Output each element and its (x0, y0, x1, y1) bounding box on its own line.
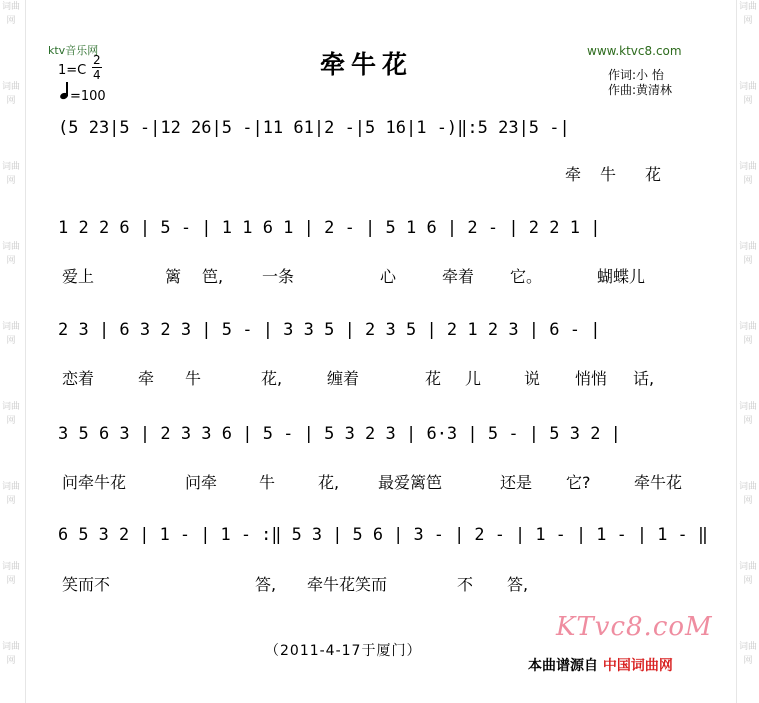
lyric-word: 问牵 (185, 473, 218, 492)
watermark-text: 词曲网 (1, 242, 20, 266)
left-watermark-strip (0, 0, 22, 703)
tempo-value: =100 (70, 89, 106, 104)
lyric-word: 牛 (600, 165, 617, 184)
watermark-text: 词曲网 (738, 2, 757, 26)
lyric-word: 篱 (165, 267, 182, 286)
lyric-word: 悄悄 (575, 369, 608, 388)
ktvc8-logo: KTvc8.coM (556, 612, 713, 642)
source-prefix: 本曲谱源自 (528, 658, 598, 674)
lyric-word: 心 (380, 267, 397, 286)
composition-date: （2011-4-17于厦门） (265, 643, 422, 659)
lyric-word: 牵牛花 (634, 473, 683, 492)
lyric-word: 牵着 (442, 267, 475, 286)
watermark-text: 词曲网 (738, 322, 757, 346)
tempo-marking (58, 88, 106, 104)
lyric-word: 它。 (510, 267, 543, 286)
lyric-word: 答, (255, 575, 277, 594)
lyric-word: 缠着 (327, 369, 360, 388)
watermark-text: 词曲网 (1, 322, 20, 346)
site-url: www.ktvc8.com (587, 44, 682, 58)
lyric-word: 花, (261, 369, 283, 388)
brand-label: ktv音乐网 (48, 44, 99, 57)
lyric-word: 牵 (138, 369, 155, 388)
watermark-text: 词曲网 (738, 402, 757, 426)
source-site: 中国词曲网 (602, 658, 673, 674)
lyric-word: 它? (566, 473, 591, 492)
watermark-text: 词曲网 (1, 562, 20, 586)
time-signature (92, 53, 102, 82)
watermark-text: 词曲网 (738, 642, 757, 666)
lyric-word: 说 (524, 369, 541, 388)
notation-line: 2 3 | 6 3 2 3 | 5 - | 3 3 5 | 2 3 5 | 2 1 2 3 | 6 - | (58, 320, 601, 340)
lyric-word: 一条 (262, 267, 295, 286)
score-sheet (25, 0, 737, 703)
lyric-word: 恋着 (62, 369, 95, 388)
lyric-word: 笑而不 (62, 575, 111, 594)
lyric-word: 话, (633, 369, 655, 388)
lyric-word: 答, (507, 575, 529, 594)
watermark-text: 词曲网 (1, 162, 20, 186)
lyric-word: 最爱篱笆 (378, 473, 443, 492)
watermark-text: 词曲网 (1, 82, 20, 106)
lyric-word: 牛 (259, 473, 276, 492)
watermark-text: 词曲网 (1, 482, 20, 506)
notation-line: (5 23|5 -|12 26|5 -|11 61|2 -|5 16|1 -)‖:5 23|5 -| (58, 118, 570, 138)
meter-top: 2 (93, 53, 101, 67)
watermark-text: 词曲网 (738, 242, 757, 266)
meter-bottom: 4 (93, 68, 101, 82)
lyric-word: 笆, (202, 267, 224, 286)
lyric-word: 蝴蝶儿 (597, 267, 646, 286)
watermark-text: 词曲网 (1, 402, 20, 426)
notation-line: 3 5 6 3 | 2 3 3 6 | 5 - | 5 3 2 3 | 6·3 | 5 - | 5 3 2 | (58, 424, 621, 444)
watermark-text: 词曲网 (738, 562, 757, 586)
watermark-text: 词曲网 (1, 642, 20, 666)
song-title: 牵牛花 (320, 50, 414, 79)
lyric-word: 牵 (565, 165, 582, 184)
lyric-word: 不 (457, 575, 474, 594)
lyric-word: 问牵牛花 (62, 473, 127, 492)
lyric-word: 牛 (185, 369, 202, 388)
lyric-word: 花, (318, 473, 340, 492)
watermark-text: 词曲网 (1, 2, 20, 26)
lyric-word: 花 (425, 369, 442, 388)
lyric-word: 爱上 (62, 267, 95, 286)
watermark-text: 词曲网 (738, 82, 757, 106)
watermark-text: 词曲网 (738, 482, 757, 506)
key-signature: 1=C (58, 63, 87, 78)
notation-line: 6 5 3 2 | 1 - | 1 - :‖ 5 3 | 5 6 | 3 - | 2 - | 1 - | 1 - | 1 - ‖ (58, 525, 708, 545)
quarter-note-icon (58, 88, 70, 102)
notation-line: 1 2 2 6 | 5 - | 1 1 6 1 | 2 - | 5 1 6 | 2 - | 2 2 1 | (58, 218, 601, 238)
watermark-text: 词曲网 (738, 162, 757, 186)
source-credit (528, 655, 673, 675)
composer-credit: 作曲:黄清林 (608, 83, 673, 97)
lyric-word: 还是 (500, 473, 533, 492)
lyric-word: 花 (645, 165, 662, 184)
lyricist-credit: 作词:小 怡 (608, 68, 664, 82)
lyric-word: 儿 (465, 369, 482, 388)
right-watermark-strip (737, 0, 759, 703)
lyric-word: 牵牛花笑而 (307, 575, 388, 594)
